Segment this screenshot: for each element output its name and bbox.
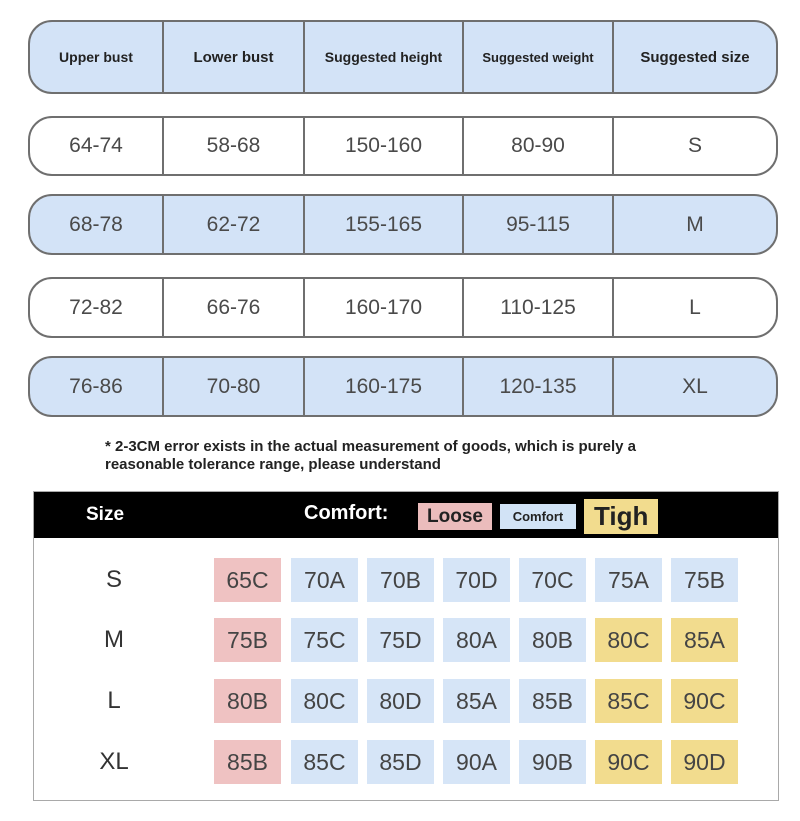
bra-size-label-s: S bbox=[105, 566, 122, 593]
bra-size-cell: 85A bbox=[443, 679, 510, 723]
size-row-l bbox=[28, 277, 778, 338]
bra-size-cell: 90C bbox=[671, 679, 738, 723]
header-suggested-size: Suggested size bbox=[612, 22, 776, 92]
cell-upper-bust: 72-82 bbox=[69, 295, 123, 319]
bra-size-cell: 85B bbox=[519, 679, 586, 723]
legend-comfort: Comfort bbox=[500, 504, 576, 529]
header-suggested-weight: Suggested weight bbox=[462, 22, 612, 92]
bra-size-table bbox=[33, 491, 779, 801]
cell-size: S bbox=[612, 118, 776, 174]
cell-lower-bust: 58-68 bbox=[162, 118, 303, 174]
cell-weight: 80-90 bbox=[462, 118, 612, 174]
cell-lower-bust: 62-72 bbox=[162, 196, 303, 253]
cell-lower-bust: 66-76 bbox=[162, 279, 303, 336]
bra-size-cell: 65C bbox=[214, 558, 281, 602]
cell-height: 160-175 bbox=[303, 358, 462, 415]
cell-upper-bust: 64-74 bbox=[69, 134, 123, 157]
bra-size-cell: 80A bbox=[443, 618, 510, 662]
size-row-xl bbox=[28, 356, 778, 417]
bra-size-cell: 75D bbox=[367, 618, 434, 662]
cell-size: M bbox=[612, 196, 776, 253]
size-table-header bbox=[28, 20, 778, 94]
bra-size-cell: 90B bbox=[519, 740, 586, 784]
bra-size-cell: 85A bbox=[671, 618, 738, 662]
bra-size-cell: 80B bbox=[519, 618, 586, 662]
bra-size-cell: 90A bbox=[443, 740, 510, 784]
bra-size-label-l: L bbox=[107, 687, 121, 714]
size-column-header: Size bbox=[86, 504, 125, 525]
cell-size: L bbox=[612, 279, 776, 336]
cell-weight: 110-125 bbox=[462, 279, 612, 336]
bra-size-cell: 70D bbox=[443, 558, 510, 602]
bra-size-cell: 70C bbox=[519, 558, 586, 602]
bra-size-cell: 80C bbox=[291, 679, 358, 723]
bra-table-header-bar bbox=[34, 492, 778, 538]
bra-size-cell: 85B bbox=[214, 740, 281, 784]
tolerance-note-line-1: * 2-3CM error exists in the actual measurement of goods, which is purely a bbox=[105, 438, 636, 455]
bra-size-cell: 80B bbox=[214, 679, 281, 723]
comfort-legend-label: Comfort: bbox=[304, 502, 389, 524]
cell-height: 150-160 bbox=[303, 118, 462, 174]
cell-lower-bust: 70-80 bbox=[162, 358, 303, 415]
header-upper-bust: Upper bust bbox=[59, 49, 133, 65]
bra-size-cell: 75B bbox=[214, 618, 281, 662]
cell-weight: 120-135 bbox=[462, 358, 612, 415]
bra-size-cell: 75B bbox=[671, 558, 738, 602]
bra-size-cell: 85C bbox=[291, 740, 358, 784]
cell-upper-bust: 76-86 bbox=[69, 374, 123, 398]
bra-size-label-m: M bbox=[104, 626, 124, 653]
cell-height: 155-165 bbox=[303, 196, 462, 253]
legend-loose: Loose bbox=[418, 503, 492, 530]
bra-size-cell: 70B bbox=[367, 558, 434, 602]
bra-size-cell: 85C bbox=[595, 679, 662, 723]
bra-size-cell: 80D bbox=[367, 679, 434, 723]
legend-tight: Tigh bbox=[584, 499, 658, 534]
bra-size-cell: 75A bbox=[595, 558, 662, 602]
bra-size-cell: 75C bbox=[291, 618, 358, 662]
bra-size-cell: 90D bbox=[671, 740, 738, 784]
tolerance-note bbox=[105, 438, 745, 474]
cell-upper-bust: 68-78 bbox=[69, 212, 123, 236]
bra-size-label-xl: XL bbox=[99, 748, 129, 775]
bra-size-cell: 80C bbox=[595, 618, 662, 662]
bra-size-cell: 70A bbox=[291, 558, 358, 602]
header-suggested-height: Suggested height bbox=[303, 22, 462, 92]
cell-size: XL bbox=[612, 358, 776, 415]
size-row-s bbox=[28, 116, 778, 176]
size-row-m bbox=[28, 194, 778, 255]
header-lower-bust: Lower bust bbox=[162, 22, 303, 92]
tolerance-note-line-2: reasonable tolerance range, please understand bbox=[105, 456, 441, 473]
bra-size-cell: 85D bbox=[367, 740, 434, 784]
bra-size-cell: 90C bbox=[595, 740, 662, 784]
cell-height: 160-170 bbox=[303, 279, 462, 336]
cell-weight: 95-115 bbox=[462, 196, 612, 253]
